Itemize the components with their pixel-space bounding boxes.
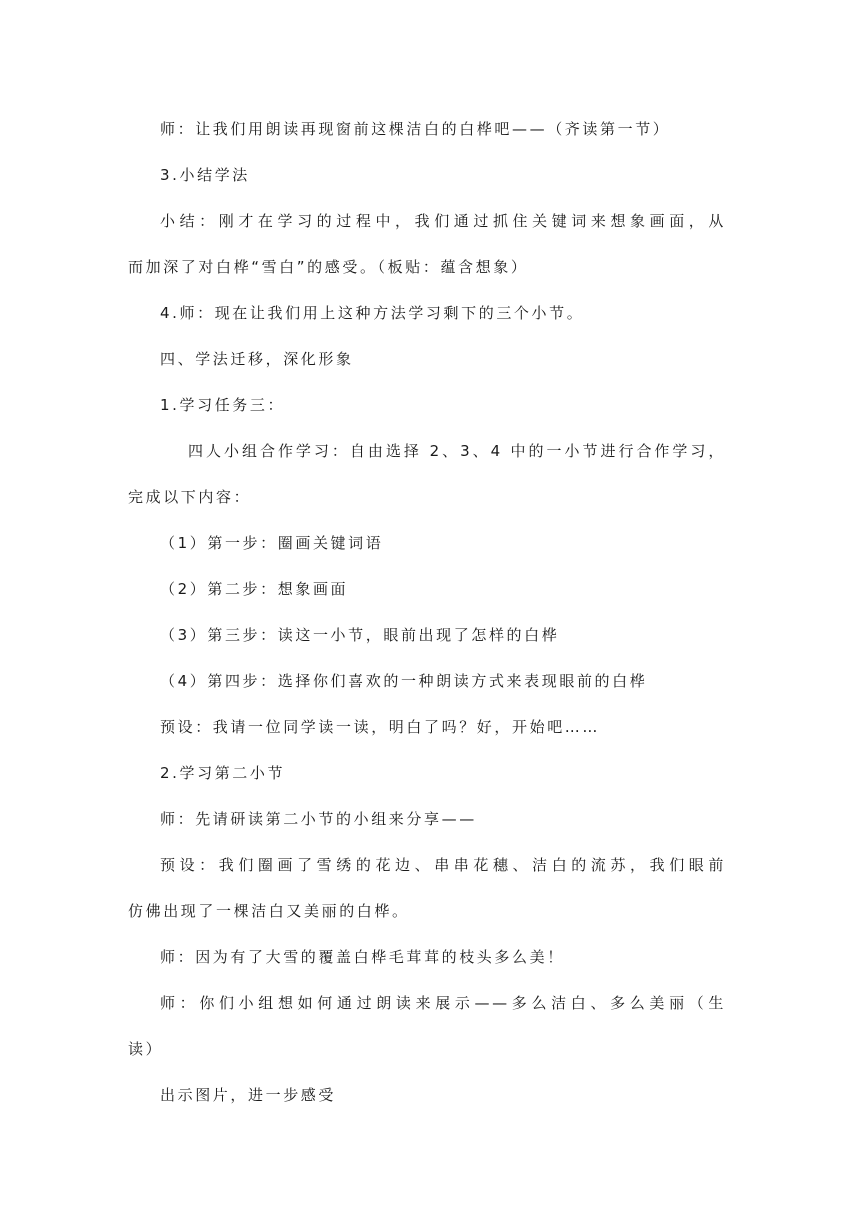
paragraph-line: 出示图片，进一步感受: [160, 1086, 337, 1104]
section-heading: 3.小结学法: [160, 166, 250, 184]
paragraph-line: 小结：刚才在学习的过程中，我们通过抓住关键词来想象画面，从: [160, 212, 726, 230]
list-item: （3）第三步：读这一小节，眼前出现了怎样的白桦: [160, 626, 560, 644]
paragraph-line: 四人小组合作学习：自由选择 2、3、4 中的一小节进行合作学习，: [188, 442, 726, 460]
paragraph-line: 完成以下内容：: [128, 488, 252, 506]
paragraph-line: 4.师：现在让我们用上这种方法学习剩下的三个小节。: [160, 304, 585, 322]
paragraph-line: 仿佛出现了一棵洁白又美丽的白桦。: [128, 902, 410, 920]
paragraph-line: 预设：我们圈画了雪绣的花边、串串花穗、洁白的流苏，我们眼前: [160, 856, 726, 874]
paragraph-line: 预设：我请一位同学读一读，明白了吗？好，开始吧……: [160, 718, 601, 736]
list-item: （4）第四步：选择你们喜欢的一种朗读方式来表现眼前的白桦: [160, 672, 648, 690]
paragraph-line: 师：先请研读第二小节的小组来分享——: [160, 810, 477, 828]
paragraph-line: 师：因为有了大雪的覆盖白桦毛茸茸的枝头多么美！: [160, 948, 565, 966]
paragraph-line: 师：你们小组想如何通过朗读来展示——多么洁白、多么美丽（生: [160, 994, 726, 1012]
section-heading: 2.学习第二小节: [160, 764, 286, 782]
section-heading: 1.学习任务三：: [160, 396, 286, 414]
section-heading: 四、学法迁移，深化形象: [160, 350, 354, 368]
paragraph-line: 读）: [128, 1040, 164, 1058]
list-item: （1）第一步：圈画关键词语: [160, 534, 384, 552]
paragraph-line: 师：让我们用朗读再现窗前这棵洁白的白桦吧——（齐读第一节）: [160, 120, 671, 138]
paragraph-line: 而加深了对白桦“雪白”的感受。（板贴：蕴含想象）: [128, 258, 529, 276]
list-item: （2）第二步：想象画面: [160, 580, 349, 598]
